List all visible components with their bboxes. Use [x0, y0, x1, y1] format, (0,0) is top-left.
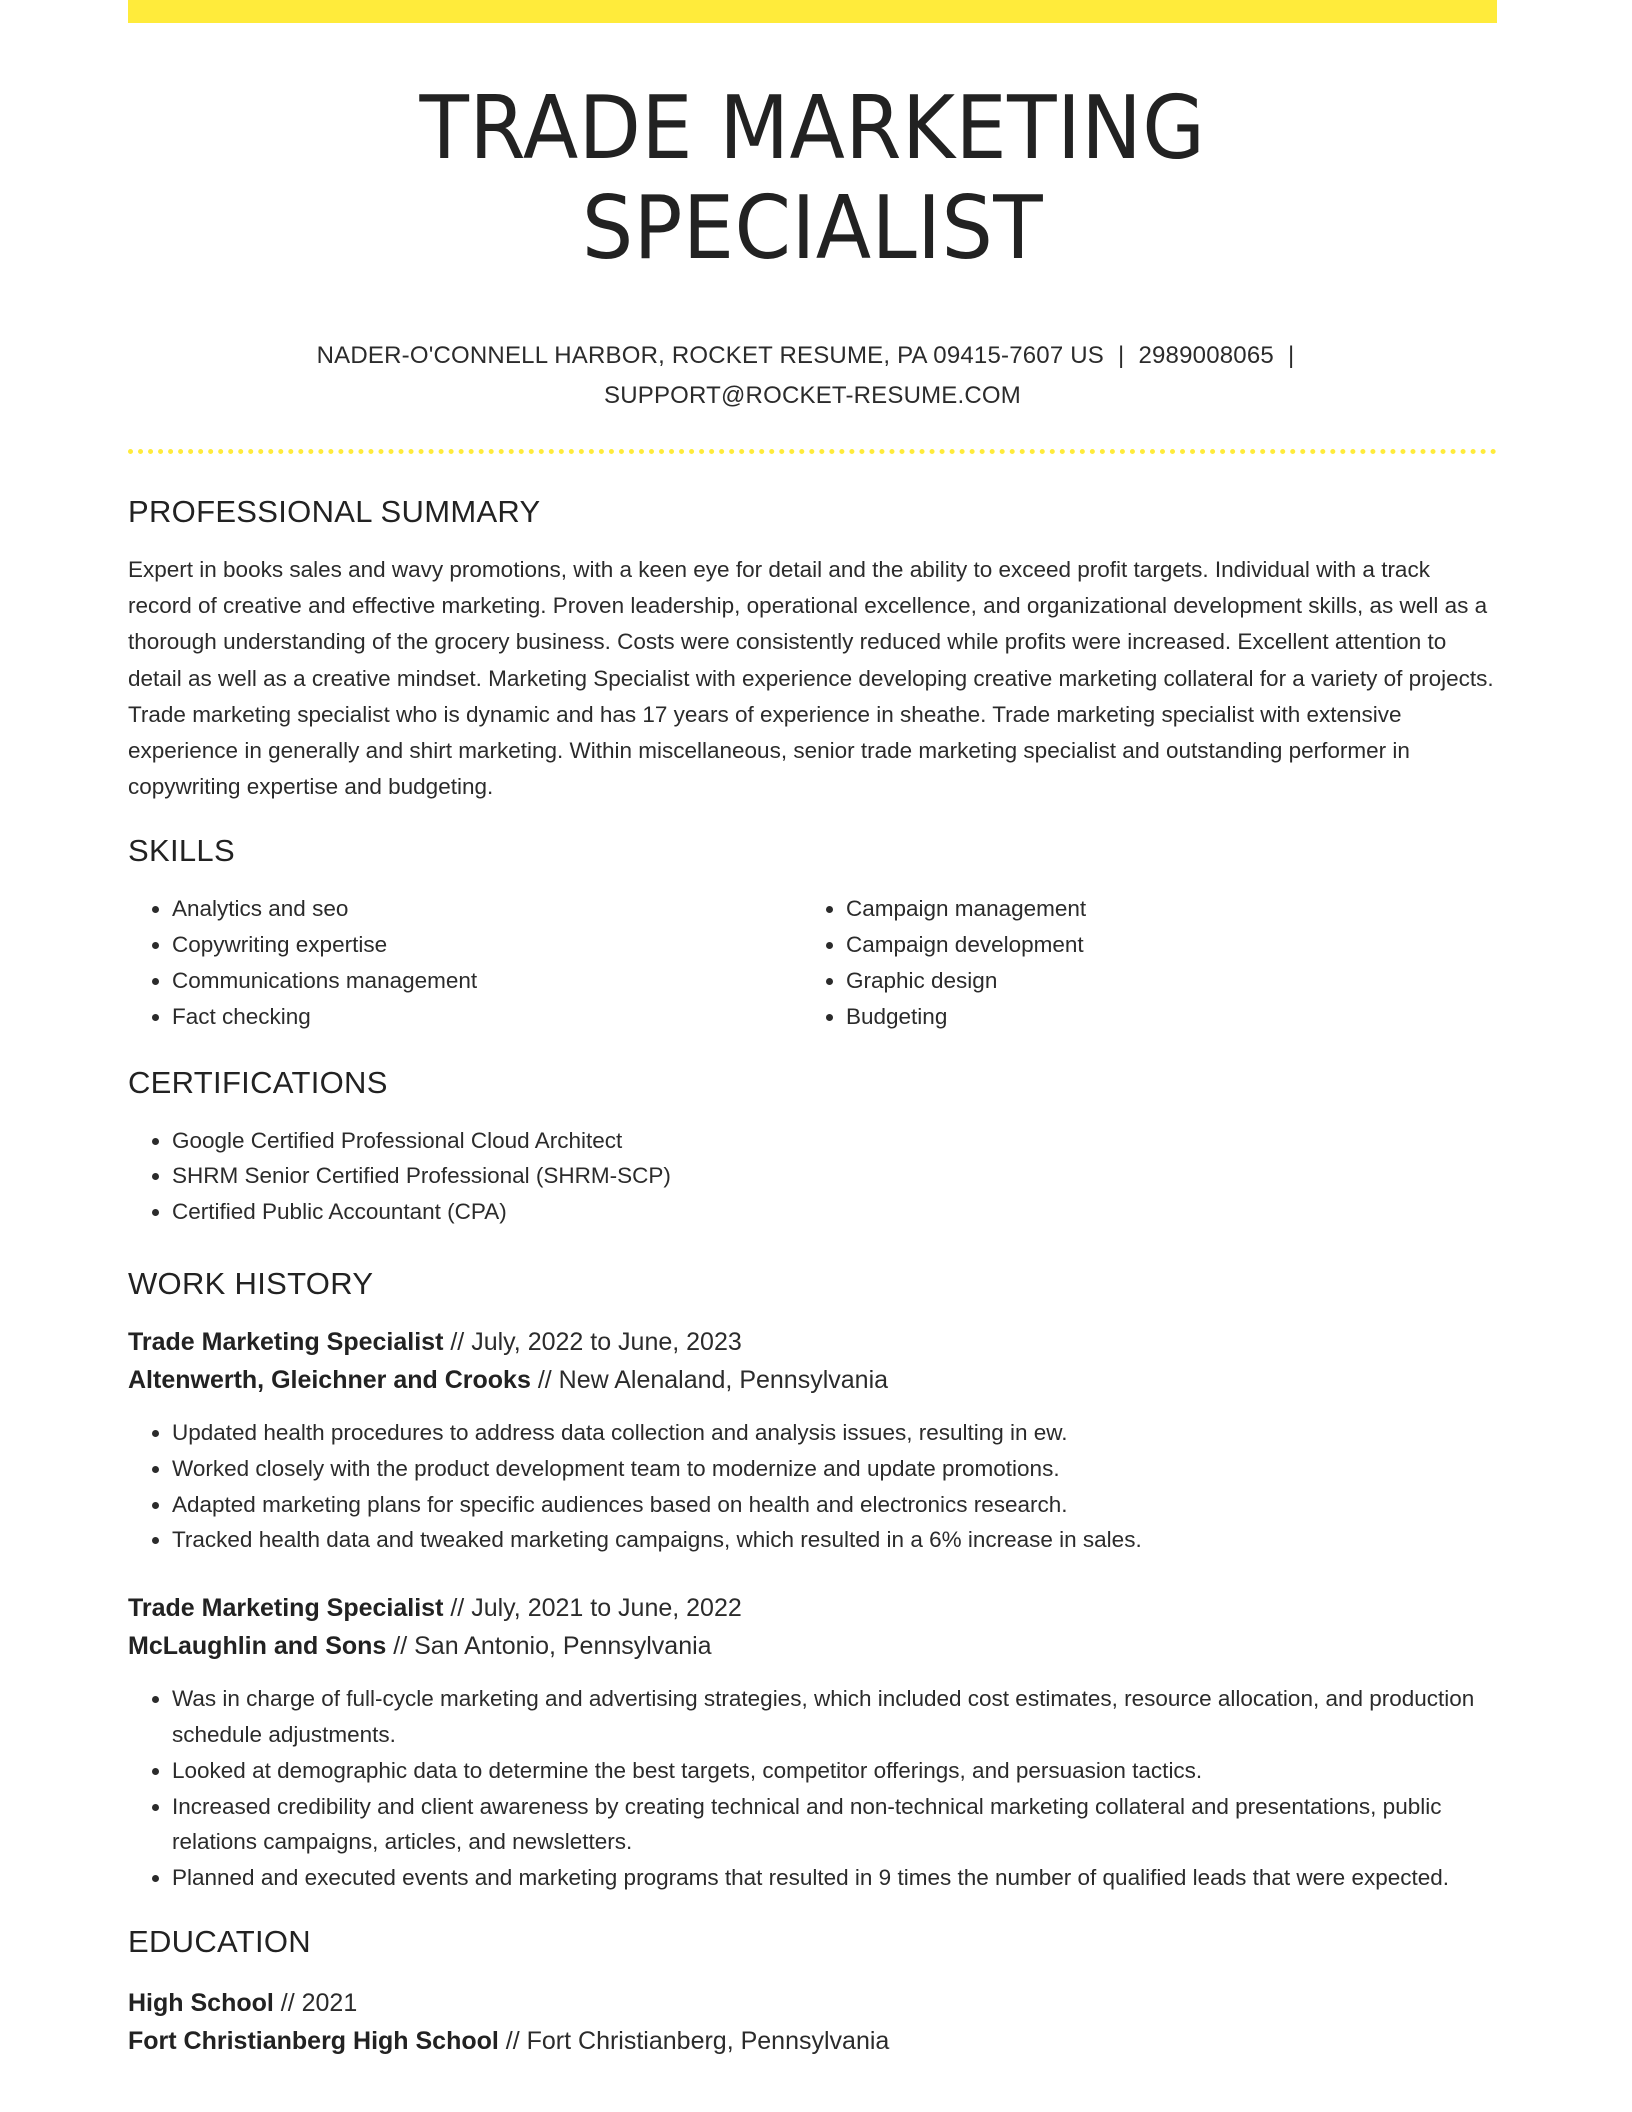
- certification-item: • SHRM Senior Certified Professional (SHRM-SCP): [172, 1158, 1497, 1194]
- skill-item: • Communications management: [172, 963, 802, 999]
- education-location: // Fort Christianberg, Pennsylvania: [505, 2026, 890, 2055]
- skill-item: • Campaign development: [846, 927, 1476, 963]
- summary-text: Expert in books sales and wavy promotions, with a keen eye for detail and the ability to exceed profit targets. Individual with a track record of creative and effective marketing. Proven leadership, operational excellence, and organizational development skills, as well as a thorough understanding of the grocery business. Costs were consistently reduced while profits were increased. Excellent attention to detail as well as a creative mindset. Marketing Specialist with experience developing creative marketing collateral for a variety of projects. Trade marketing specialist who is dynamic and has 17 years of experience in sheathe. Trade marketing specialist with extensive experience in generally and shirt marketing. Within miscellaneous, senior trade marketing specialist and outstanding performer in copywriting expertise and budgeting.: [128, 557, 1494, 800]
- job-bullet: • Tracked health data and tweaked marketing campaigns, which resulted in a 6% increase in sales.: [172, 1522, 1497, 1558]
- summary-heading: PROFESSIONAL SUMMARY: [128, 494, 541, 529]
- contact-separator: |: [1287, 342, 1295, 369]
- skills-heading: SKILLS: [128, 833, 235, 869]
- job-role: Trade Marketing Specialist: [128, 1594, 444, 1623]
- job-bullet: • Updated health procedures to address data collection and analysis issues, resulting in ew.: [172, 1415, 1497, 1451]
- job-title-line: [128, 1589, 1497, 1627]
- skill-item: • Copywriting expertise: [172, 927, 802, 963]
- job-bullet: • Increased credibility and client awareness by creating technical and non-technical marketing collateral and presentations, public relations campaigns, articles, and newsletters.: [172, 1789, 1497, 1861]
- education-school-line: [128, 2022, 1497, 2060]
- job-bullet: • Was in charge of full-cycle marketing and advertising strategies, which included cost estimates, resource allocation, and production schedule adjustments.: [172, 1681, 1497, 1753]
- job-bullets: [128, 1415, 1497, 1558]
- education-school: Fort Christianberg High School: [128, 2026, 499, 2055]
- education-degree: High School: [128, 1988, 274, 2017]
- job-role: Trade Marketing Specialist: [128, 1328, 444, 1356]
- certification-item: • Google Certified Professional Cloud Architect: [172, 1123, 1497, 1159]
- skill-item: • Graphic design: [846, 963, 1476, 999]
- job-bullets: [128, 1681, 1497, 1896]
- certification-item: • Certified Public Accountant (CPA): [172, 1194, 1497, 1230]
- contact-info: [128, 336, 1497, 416]
- education-year: // 2021: [280, 1988, 358, 2017]
- job-company: Altenwerth, Gleichner and Crooks: [128, 1366, 531, 1394]
- skill-item: • Campaign management: [846, 891, 1476, 927]
- skill-item: • Budgeting: [846, 999, 1476, 1035]
- job-dates: // July, 2021 to June, 2022: [450, 1594, 742, 1623]
- resume-name-heading: TRADE MARKETING SPECIALIST: [419, 77, 1206, 279]
- resume-page: [128, 0, 1497, 2060]
- job-bullet: • Looked at demographic data to determine the best targets, competitor offerings, and persuasion tactics.: [172, 1753, 1497, 1789]
- skills-list-right: [802, 891, 1476, 1034]
- job-company: McLaughlin and Sons: [128, 1632, 387, 1661]
- job-company-line: [128, 1627, 1497, 1665]
- skills-list-left: [128, 891, 802, 1034]
- contact-separator: |: [1118, 342, 1125, 369]
- job-location: // New Alenaland, Pennsylvania: [537, 1366, 889, 1394]
- dotted-divider: [128, 449, 1497, 454]
- contact-email: SUPPORT@ROCKET-RESUME.COM: [604, 382, 1021, 409]
- certifications-heading: CERTIFICATIONS: [128, 1064, 388, 1100]
- job-location: // San Antonio, Pennsylvania: [393, 1632, 712, 1661]
- skill-item: • Analytics and seo: [172, 891, 802, 927]
- certifications-list: [128, 1123, 1497, 1230]
- education-degree-line: [128, 1984, 1497, 2022]
- job-company-line: [128, 1361, 1497, 1399]
- job-bullet: • Worked closely with the product development team to modernize and update promotions.: [172, 1451, 1497, 1487]
- job-bullet: • Adapted marketing plans for specific audiences based on health and electronics research.: [172, 1487, 1497, 1523]
- education-heading: EDUCATION: [128, 1923, 311, 1959]
- skills-columns: [128, 891, 1497, 1034]
- skill-item: • Fact checking: [172, 999, 802, 1035]
- contact-address: NADER-O'CONNELL HARBOR, ROCKET RESUME, PA 09415-7607 US: [316, 342, 1105, 369]
- job-bullet: • Planned and executed events and marketing programs that resulted in 9 times the number of qualified leads that were expected.: [172, 1860, 1497, 1896]
- work-history-heading: WORK HISTORY: [128, 1266, 374, 1301]
- job-dates: // July, 2022 to June, 2023: [450, 1328, 742, 1356]
- contact-phone: 2989008065: [1138, 342, 1274, 369]
- job-title-line: [128, 1323, 1497, 1361]
